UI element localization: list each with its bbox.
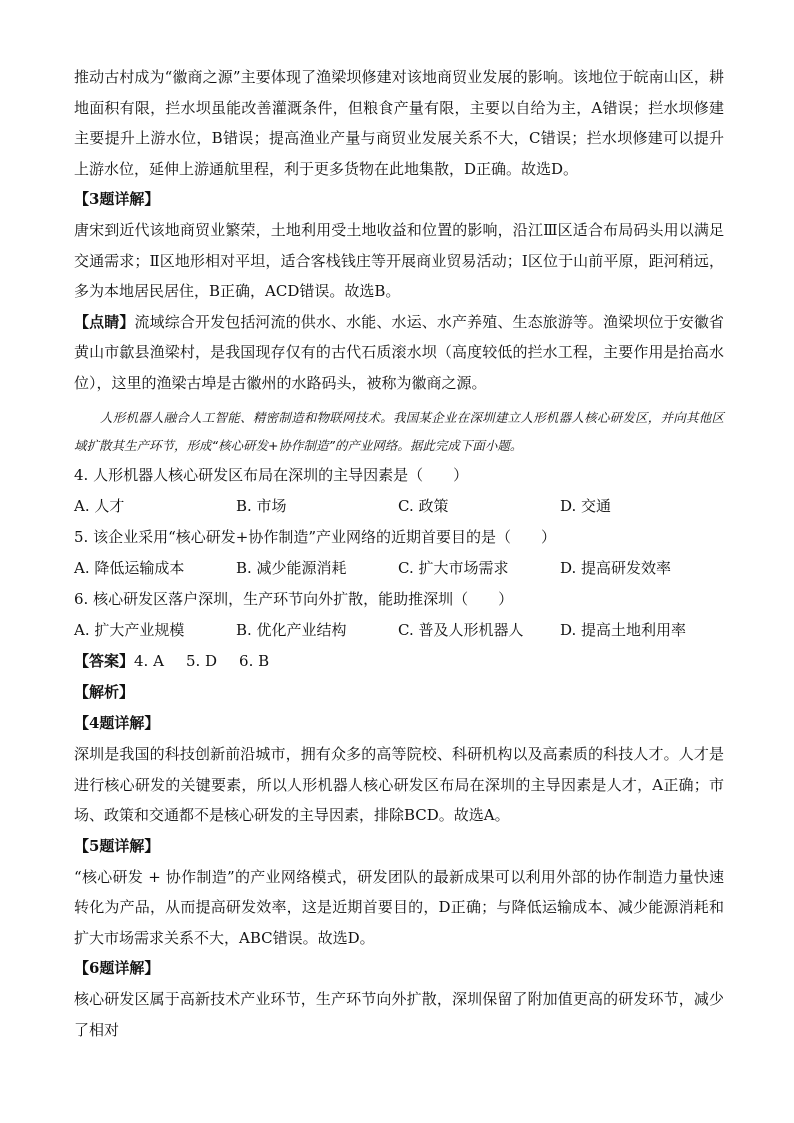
question-5-stem: 5. 该企业采用“核心研发+协作制造”产业网络的近期首要目的是（ ） (74, 528, 556, 546)
option-d: D. 交通 (560, 497, 612, 515)
document-page (74, 62, 724, 1045)
option-b: B. 优化产业结构 (236, 621, 347, 639)
heading-q5-detail: 【5题详解】 (74, 836, 160, 855)
option-c: C. 政策 (398, 497, 449, 515)
heading-q3-detail: 【3题详解】 (74, 190, 160, 208)
question-4-options (74, 491, 724, 522)
heading-q4-detail: 【4题详解】 (74, 714, 160, 732)
option-c: C. 扩大市场需求 (398, 559, 509, 577)
option-a: A. 降低运输成本 (74, 559, 185, 577)
question-4-stem: 4. 人形机器人核心研发区布局在深圳的主导因素是（ ） (74, 466, 469, 484)
paragraph-q5-explanation: “核心研发 + 协作制造”的产业网络模式，研发团队的最新成果可以利用外部的协作制造力量快速转化为产品，从而提高研发效率，这是近期首要目的，D正确；与降低运输成本、减少能源消耗和扩大市场需求关系不大，ABC错误。故选D。 (74, 867, 724, 947)
answer-4: 4. A (134, 652, 164, 670)
option-a: A. 人才 (74, 497, 125, 515)
option-d: D. 提高土地利用率 (560, 621, 687, 639)
paragraph-q2-explanation: 推动古村成为“徽商之源”主要体现了渔梁坝修建对该地商贸业发展的影响。该地位于皖南山区，耕地面积有限，拦水坝虽能改善灌溉条件，但粮食产量有限，主要以自给为主，A错误；拦水坝修建主要提升上游水位，B错误；提高渔业产量与商贸业发展关系不大，C错误；拦水坝修建可以提升上游水位，延伸上游通航里程，利于更多货物在此地集散，D正确。故选D。 (74, 68, 724, 178)
option-d: D. 提高研发效率 (560, 559, 672, 577)
question-6-options (74, 615, 724, 646)
option-b: B. 减少能源消耗 (236, 559, 347, 577)
material-intro: 人形机器人融合人工智能、精密制造和物联网技术。我国某企业在深圳建立人形机器人核心研发区，并向其他区域扩散其生产环节，形成“核心研发+协作制造”的产业网络。据此完成下面小题。 (74, 410, 724, 453)
analysis-label: 【解析】 (74, 683, 135, 701)
heading-q6-detail: 【6题详解】 (74, 959, 160, 977)
dianjing-label: 【点睛】 (74, 312, 135, 331)
paragraph-q4-explanation: 深圳是我国的科技创新前沿城市，拥有众多的高等院校、科研机构以及高素质的科技人才。人才是进行核心研发的关键要素，所以人形机器人核心研发区布局在深圳的主导因素是人才，A正确；市场、政策和交通都不是核心研发的主导因素，排除BCD。故选A。 (74, 745, 724, 824)
dianjing-text: 流域综合开发包括河流的供水、水能、水运、水产养殖、生态旅游等。渔梁坝位于安徽省黄山市歙县渔梁村，是我国现存仅有的古代石质滚水坝（高度较低的拦水工程，主要作用是抬高水位），这里的渔梁古埠是古徽州的水路码头，被称为徽商之源。 (74, 312, 724, 392)
paragraph-q6-explanation: 核心研发区属于高新技术产业环节，生产环节向外扩散，深圳保留了附加值更高的研发环节，减少了相对 (74, 990, 724, 1039)
option-b: B. 市场 (236, 497, 287, 515)
answer-label: 【答案】 (74, 652, 135, 670)
answer-6: 6. B (239, 652, 270, 670)
option-a: A. 扩大产业规模 (74, 621, 185, 639)
paragraph-dianjing (74, 307, 724, 399)
question-6-stem: 6. 核心研发区落户深圳，生产环节向外扩散，能助推深圳（ ） (74, 590, 514, 608)
option-c: C. 普及人形机器人 (398, 621, 524, 639)
question-5-options (74, 553, 724, 584)
answer-5: 5. D (185, 652, 218, 670)
paragraph-q3-explanation: 唐宋到近代该地商贸业繁荣，土地利用受土地收益和位置的影响，沿江Ⅲ区适合布局码头用以满足交通需求；Ⅱ区地形相对平坦，适合客栈钱庄等开展商业贸易活动；Ⅰ区位于山前平原，距河稍远，多为本地居民居住，B正确，ACD错误。故选B。 (74, 221, 724, 300)
answer-line (74, 646, 724, 677)
